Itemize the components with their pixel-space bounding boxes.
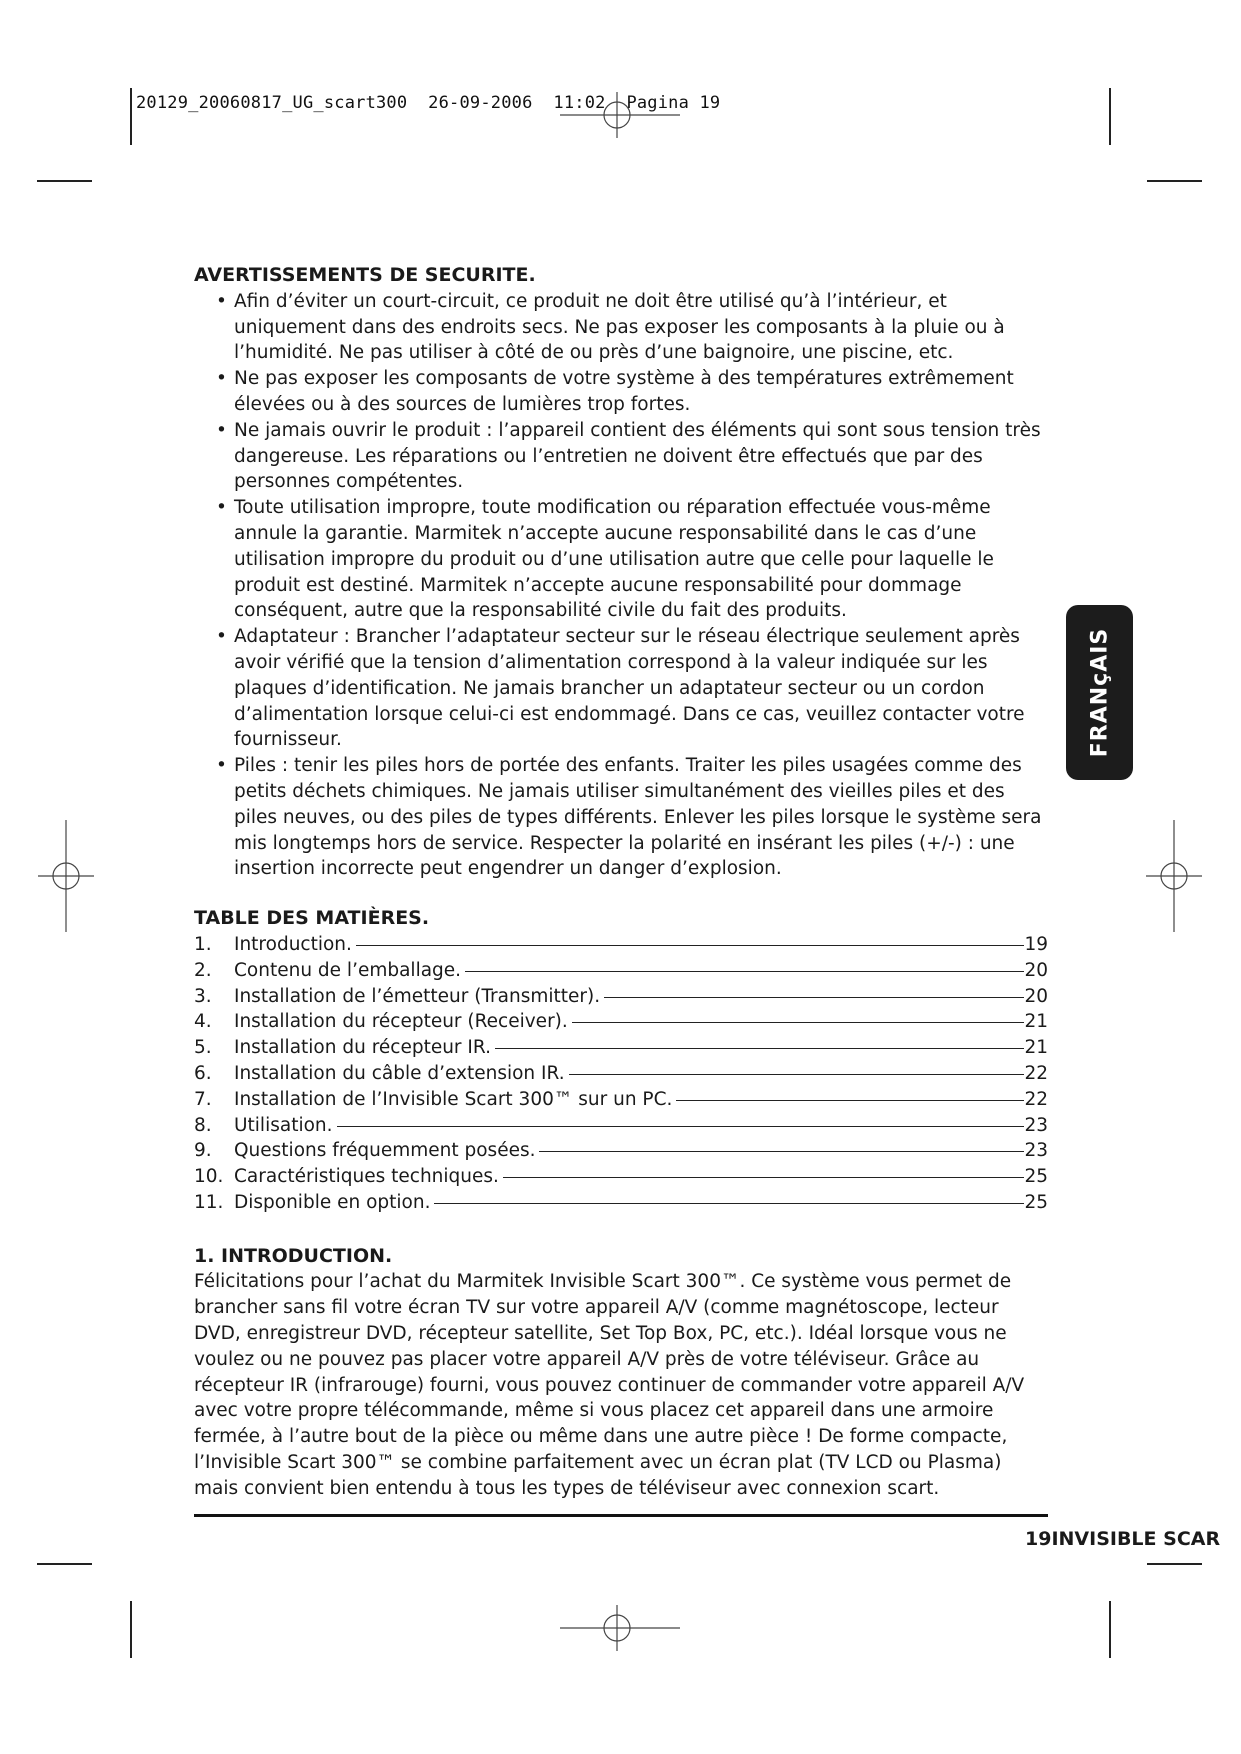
- table-of-contents: [194, 932, 1048, 1216]
- language-tab-label: FRANçAIS: [1087, 627, 1113, 758]
- intro-paragraph: Félicitations pour l’achat du Marmitek Invisible Scart 300™. Ce système vous permet de brancher sans fil votre écran TV sur votre appareil A/V (comme magnétoscope, lecteur DVD, enregistreur DVD, récepteur satellite, Set Top Box, PC, etc.). Idéal lorsque vous ne voulez ou ne pouvez pas placer votre appareil A/V près de votre téléviseur. Grâce au récepteur IR (infrarouge) fourni, vous pouvez continuer de commander votre appareil A/V avec votre propre télécommande, même si vous placez cet appareil dans une armoire fermée, à l’autre bout de la pièce ou même dans une autre pièce ! De forme compacte, l’Invisible Scart 300™ se combine parfaitement avec un écran plat (TV LCD ou Plasma) mais convient bien entendu à tous les types de téléviseur avec connexion scart.: [194, 1271, 1025, 1499]
- crop-mark: [37, 1563, 92, 1565]
- print-slug-line: 20129_20060817_UG_scart300 26-09-2006 11:02 Pagina 19: [136, 93, 721, 113]
- safety-item: • Toute utilisation impropre, toute modification ou réparation effectuée vous-même annule la garantie. Marmitek n’accepte aucune responsabilité dans le cas d’une utilisation impropre du produit ou d’une utilisation autre que celle pour laquelle le produit est destiné. Marmitek n’accepte aucune responsabilité pour dommage conséquent, autre que la responsabilité civile du fait des produits.: [216, 497, 994, 622]
- toc-entry[interactable]: 7. Installation de l’Invisible Scart 300™ sur un PC. 22: [194, 1088, 1048, 1110]
- language-tab: [1066, 605, 1133, 780]
- page-content: [194, 263, 1048, 1502]
- safety-item: • Piles : tenir les piles hors de portée des enfants. Traiter les piles usagées comme des petits déchets chimiques. Ne jamais utiliser simultanément des vieilles piles et des piles neuves, ou des piles de types différents. Enlever les piles lorsque le système sera mis longtemps hors de service. Respecter la polarité en insérant les piles (+/-) : une insertion incorrecte peut engendrer un danger d’explosion.: [216, 755, 1042, 880]
- toc-leader: [465, 971, 1024, 972]
- page-footer: [1025, 1526, 1241, 1552]
- safety-heading: AVERTISSEMENTS DE SECURITE.: [194, 264, 536, 286]
- safety-item: • Ne jamais ouvrir le produit : l’appareil contient des éléments qui sont sous tension très dangereuse. Les réparations ou l’entretien ne doivent être effectués que par des personnes compétentes.: [216, 419, 1041, 493]
- toc-leader: [539, 1151, 1024, 1152]
- footer-rule: [194, 1514, 1048, 1517]
- toc-leader: [337, 1126, 1024, 1127]
- registration-mark-right: [1146, 820, 1202, 932]
- registration-mark-bottom: [560, 1605, 680, 1651]
- toc-entry[interactable]: 5. Installation du récepteur IR. 21: [194, 1037, 1048, 1059]
- page-number: 19: [1025, 1528, 1052, 1550]
- toc-leader: [495, 1048, 1024, 1049]
- toc-entry[interactable]: 9. Questions fréquemment posées. 23: [194, 1140, 1048, 1162]
- toc-entry[interactable]: 8. Utilisation. 23: [194, 1114, 1048, 1136]
- safety-list: [194, 289, 1048, 882]
- safety-item: • Adaptateur : Brancher l’adaptateur secteur sur le réseau électrique seulement après avoir vérifié que la tension d’alimentation correspond à la valeur indiquée sur les plaques d’identification. Ne jamais brancher un adaptateur secteur ou un cordon d’alimentation lorsque celui-ci est endommagé. Dans ce cas, veuillez contacter votre fournisseur.: [216, 626, 1025, 751]
- safety-item: • Ne pas exposer les composants de votre système à des températures extrêmement élevées ou à des sources de lumières trop fortes.: [216, 368, 1014, 415]
- crop-mark: [1147, 180, 1202, 182]
- intro-section: [194, 1269, 1048, 1501]
- registration-mark-left: [38, 820, 94, 932]
- safety-item: • Afin d’éviter un court-circuit, ce produit ne doit être utilisé qu’à l’intérieur, et uniquement dans des endroits secs. Ne pas exposer les composants à la pluie ou à l’humidité. Ne pas utiliser à côté de ou près d’une baignoire, une piscine, etc.: [216, 290, 1005, 364]
- toc-entry[interactable]: 6. Installation du câble d’extension IR. 22: [194, 1062, 1048, 1084]
- crop-mark: [130, 88, 132, 145]
- toc-leader: [676, 1100, 1024, 1101]
- toc-entry[interactable]: 11. Disponible en option. 25: [194, 1191, 1048, 1213]
- crop-mark: [1109, 88, 1111, 145]
- toc-heading: TABLE DES MATIÈRES.: [194, 907, 430, 930]
- crop-mark: [1147, 1563, 1202, 1565]
- toc-leader: [572, 1022, 1024, 1023]
- toc-entry[interactable]: 3. Installation de l’émetteur (Transmitter). 20: [194, 985, 1048, 1007]
- footer-product-name: INVISIBLE SCAR: [1051, 1528, 1221, 1550]
- crop-mark: [37, 180, 92, 182]
- crop-mark: [130, 1601, 132, 1658]
- toc-entry[interactable]: 4. Installation du récepteur (Receiver). 21: [194, 1011, 1048, 1033]
- toc-leader: [604, 997, 1024, 998]
- intro-heading: 1. INTRODUCTION.: [194, 1244, 393, 1267]
- toc-leader: [503, 1177, 1024, 1178]
- toc-entry[interactable]: 2. Contenu de l’emballage. 20: [194, 959, 1048, 981]
- toc-leader: [434, 1203, 1024, 1204]
- toc-leader: [356, 945, 1024, 946]
- crop-mark: [1109, 1601, 1111, 1658]
- toc-entry[interactable]: 1. Introduction. 19: [194, 933, 1048, 955]
- toc-leader: [569, 1074, 1024, 1075]
- toc-entry[interactable]: 10. Caractéristiques techniques. 25: [194, 1166, 1048, 1188]
